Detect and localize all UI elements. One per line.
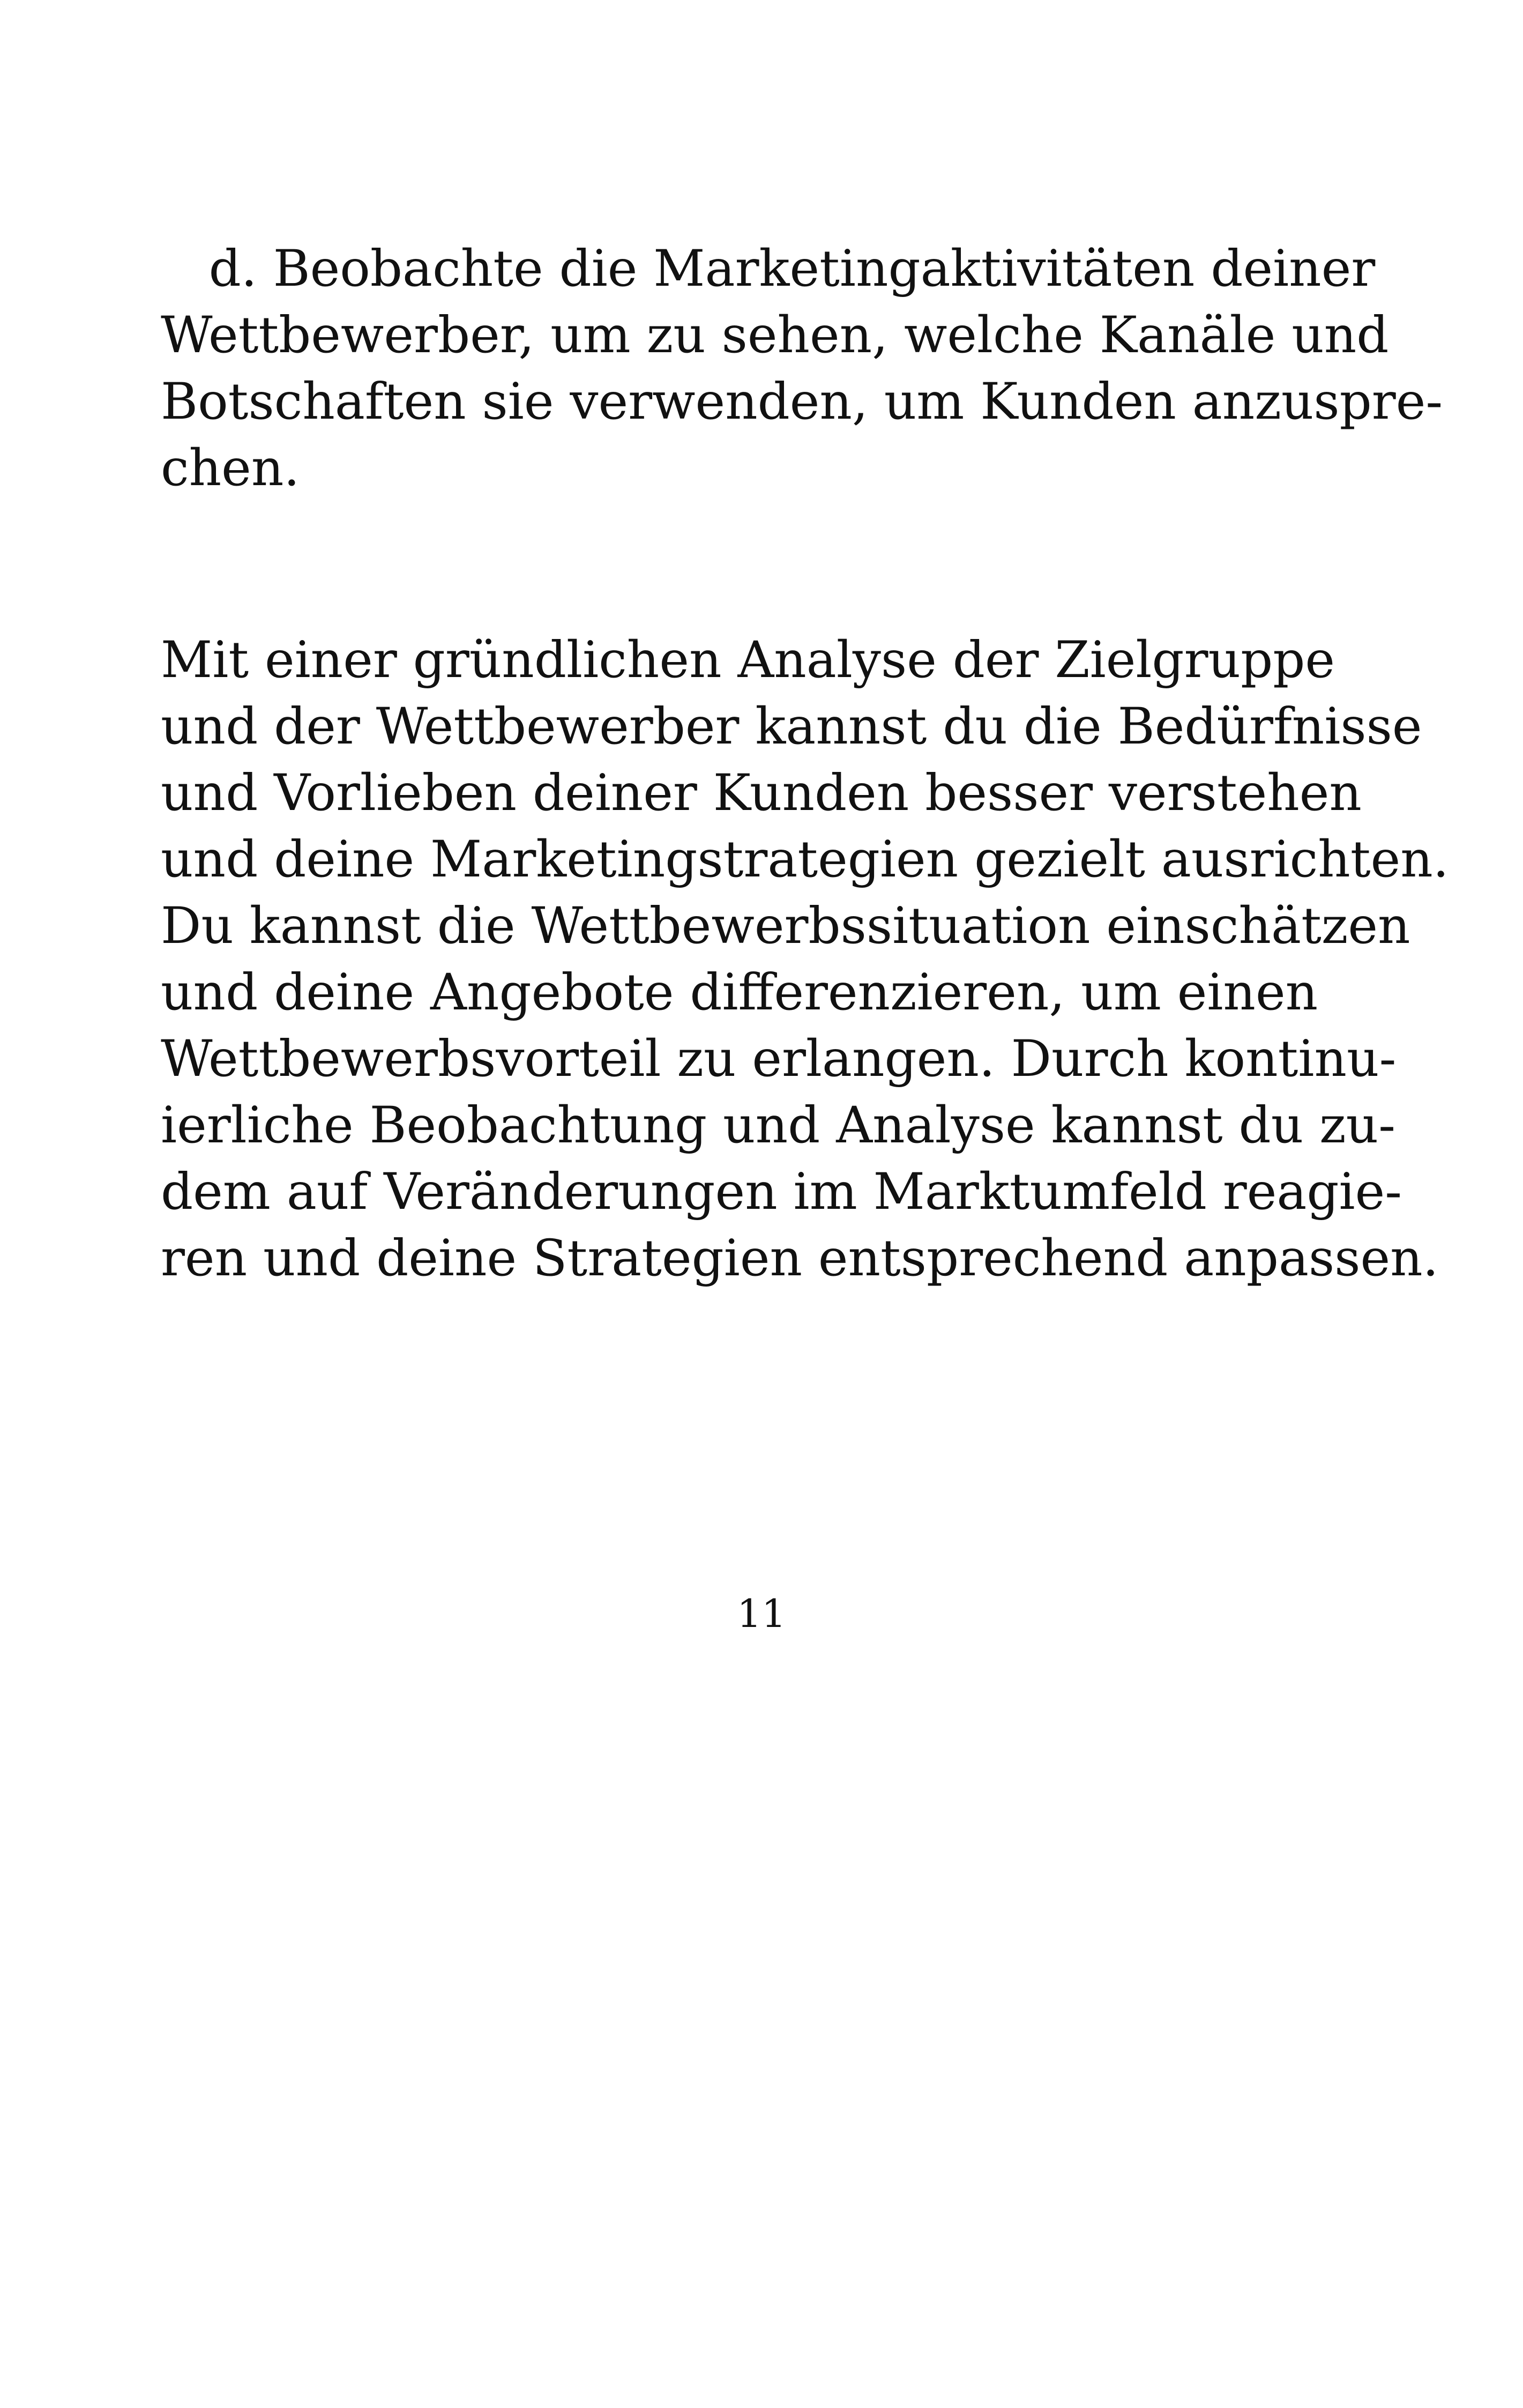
text-line: und deine Marketingstrategien gezielt ausrichten. [161, 830, 1449, 889]
text-line: ren und deine Strategien entsprechend anpassen. [161, 1229, 1439, 1288]
text-line: und der Wettbewerber kannst du die Bedürfnisse [161, 697, 1422, 756]
paragraph-competitor-marketing [161, 236, 1443, 502]
text-line: Botschaften sie verwenden, um Kunden anzuspre- [161, 373, 1443, 431]
text-line: Wettbewerbsvorteil zu erlangen. Durch kontinu- [161, 1030, 1397, 1088]
paragraph-analysis-summary [161, 627, 1449, 1292]
text-line: ierliche Beobachtung und Analyse kannst du zu- [161, 1096, 1395, 1155]
page-number: 11 [737, 1591, 786, 1636]
text-line: Wettbewerber, um zu sehen, welche Kanäle und [161, 306, 1389, 365]
text-line: Mit einer gründlichen Analyse der Zielgruppe [161, 631, 1335, 689]
text-line: und deine Angebote differenzieren, um einen [161, 963, 1318, 1022]
text-line: Du kannst die Wettbewerbssituation einschätzen [161, 897, 1410, 955]
text-line: und Vorlieben deiner Kunden besser verstehen [161, 764, 1362, 822]
text-line: chen. [161, 439, 300, 497]
text-line: dem auf Veränderungen im Marktumfeld reagie- [161, 1163, 1402, 1221]
text-line: d. Beobachte die Marketingaktivitäten deiner [161, 240, 1376, 298]
